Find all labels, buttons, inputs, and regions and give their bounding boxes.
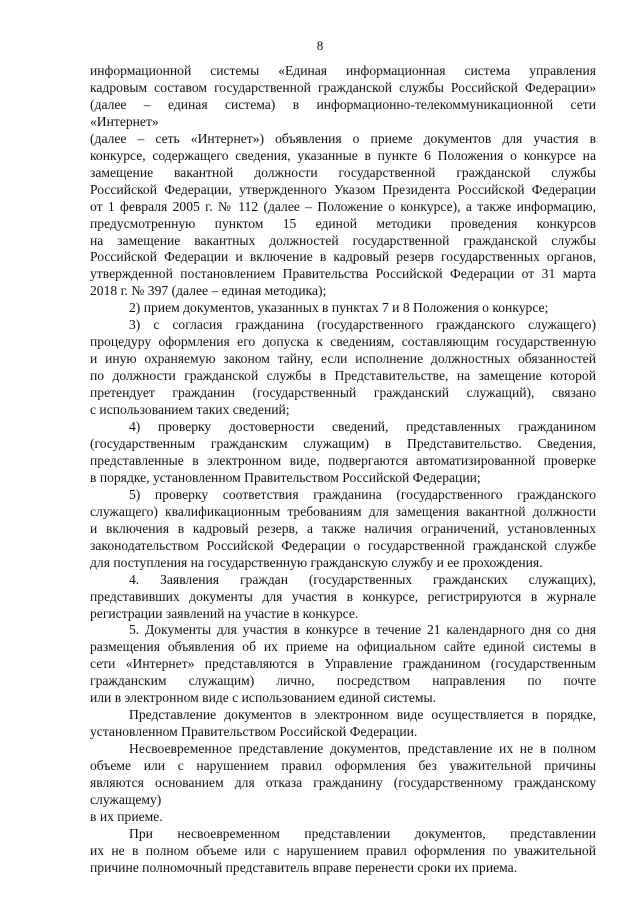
text-line: замещение вакантной должности государственной гражданской службы (90, 164, 596, 180)
text-line: размещения объявления об их приеме на официальном сайте единой системы в (90, 639, 596, 655)
text-line: законодательством Российской Федерации о государственной гражданской службе (90, 537, 596, 553)
text-line: Несвоевременное представление документов, представление их не в полном (129, 741, 596, 757)
text-line: служащему) (90, 791, 162, 807)
text-line: 2018 г. № 397 (далее – единая методика); (90, 283, 327, 299)
page-number: 8 (316, 38, 324, 53)
text-line: кадровым составом государственной гражданской службы Российской Федерации» (90, 79, 596, 95)
text-line: Российской Федерации, утвержденного Указом Президента Российской Федерации (90, 181, 596, 197)
text-line: служащего) квалификационным требованиям для замещения вакантной должности (90, 503, 596, 519)
text-line: или в электронном виде с использованием единой системы. (90, 690, 437, 706)
text-line: Российской Федерации и включение в кадровый резерв государственных органов, (90, 249, 596, 265)
body-text (90, 63, 596, 877)
text-line: от 1 февраля 2005 г. № 112 (далее – Положение о конкурсе), а также информацию, (90, 198, 596, 214)
text-line: (государственным гражданским служащим) в Представительство. Сведения, (90, 435, 596, 451)
text-line: 3) с согласия гражданина (государственного гражданского служащего) (129, 317, 596, 333)
text-line: и включения в кадровый резерв, а также наличия ограничений, установленных (90, 520, 596, 536)
text-line: конкурсе, содержащего сведения, указанные в пункте 6 Положения о конкурсе на (90, 147, 596, 163)
text-line: предусмотренную пунктом 15 единой методики проведения конкурсов (90, 215, 596, 231)
text-line: претендует гражданин (государственный гражданский служащий), связано (90, 385, 596, 401)
text-line: информационной системы «Единая информационная система управления (90, 63, 596, 78)
text-line: 4) проверку достоверности сведений, представленных гражданином (129, 419, 596, 435)
text-line: по должности гражданской службы в Представительстве, на замещение которой (90, 368, 596, 384)
text-line: утвержденной постановлением Правительства Российской Федерации от 31 марта (90, 266, 596, 282)
text-line: представивших документы для участия в конкурсе, регистрируются в журнале (90, 588, 596, 604)
text-line: 4. Заявления граждан (государственных гражданских служащих), (129, 571, 596, 587)
text-line: сети «Интернет» представляются в Управление гражданином (государственным (90, 656, 596, 672)
text-line: процедуру оформления его допуска к сведениям, составляющим государственную (90, 334, 596, 350)
text-line: на замещение вакантных должностей государственной гражданской службы (90, 232, 596, 248)
text-line: их не в полном объеме или с нарушением правил оформления по уважительной (90, 842, 596, 858)
text-line: объеме или с нарушением правил оформления без уважительной причины (90, 758, 596, 774)
text-line: в их приеме. (90, 808, 163, 824)
text-line: причине полномочный представитель вправе перенести сроки их приема. (90, 859, 518, 875)
text-line: (далее – сеть «Интернет») объявления о приеме документов для участия в (90, 130, 596, 146)
text-line: 2) прием документов, указанных в пунктах 7 и 8 Положения о конкурсе; (129, 300, 549, 316)
text-line: (далее – единая система) в информационно-телекоммуникационной сети (90, 96, 596, 112)
text-line: являются основанием для отказа гражданину (государственному гражданскому (90, 775, 596, 791)
text-line: представленные в электронном виде, подвергаются автоматизированной проверке (90, 452, 596, 468)
text-line: 5) проверку соответствия гражданина (государственного гражданского (129, 486, 596, 502)
text-line: для поступления на государственную гражданскую службу и ее прохождения. (90, 554, 543, 570)
text-line: регистрации заявлений на участие в конкурсе. (90, 605, 359, 621)
text-line: «Интернет» (90, 113, 159, 129)
text-line: гражданским служащим) лично, посредством направления по почте (90, 673, 596, 689)
text-line: установленном Правительством Российской Федерации. (90, 724, 418, 740)
text-line: При несвоевременном представлении документов, представлении (129, 825, 596, 841)
text-line: 5. Документы для участия в конкурсе в течение 21 календарного дня со дня (129, 622, 596, 638)
text-line: и иную охраняемую законом тайну, если исполнение должностных обязанностей (90, 351, 596, 367)
text-line: с использованием таких сведений; (90, 402, 290, 418)
text-line: в порядке, установленном Правительством Российской Федерации; (90, 469, 481, 485)
text-line: Представление документов в электронном виде осуществляется в порядке, (129, 707, 596, 723)
